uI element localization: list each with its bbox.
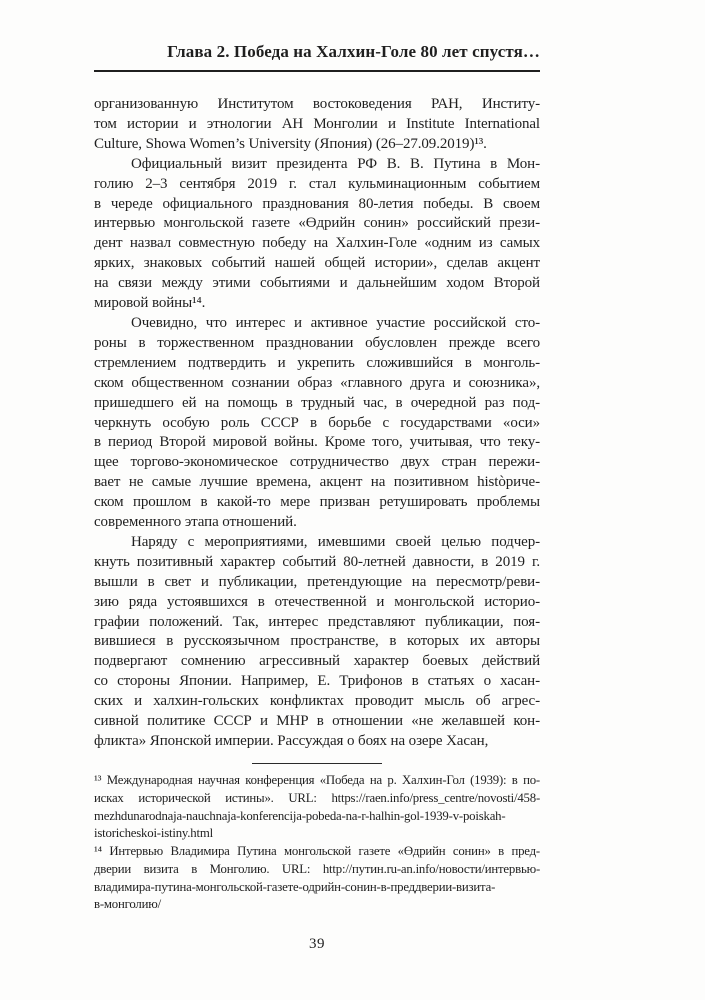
text-line: вает не самые лучшие времена, акцент на позитивном històриче- bbox=[94, 474, 540, 491]
body-text bbox=[94, 95, 540, 752]
text-line: роны в торжественном праздновании обусловлен прежде всего bbox=[94, 334, 540, 351]
paragraph-3 bbox=[94, 314, 540, 533]
text-line: в-монголию/ bbox=[94, 897, 161, 912]
text-line: подвергают сомнению агрессивный характер боевых действий bbox=[94, 653, 540, 670]
text-line: ¹⁴ Интервью Владимира Путина монгольской газете «Өдрийн сонин» в пред- bbox=[94, 844, 540, 859]
text-line: ярких, знаковых событий нашей общей истории», сделав акцент bbox=[94, 255, 540, 272]
page-content bbox=[94, 42, 540, 953]
text-line: ских и халхин-гольских конфликтах проводит мысль об агрес- bbox=[94, 693, 540, 710]
text-line: сивной политике СССР и МНР в отношении «не желавшей кон- bbox=[94, 713, 540, 730]
text-line: со стороны Японии. Например, Е. Трифонов в статьях о хасан- bbox=[94, 673, 540, 690]
text-line: Наряду с мероприятиями, имевшими своей целью подчер- bbox=[131, 533, 540, 550]
text-line: графии положений. Так, интерес представляют публикации, поя- bbox=[94, 613, 540, 630]
text-line: вышли в свет и публикации, претендующие на пересмотр/реви- bbox=[94, 573, 540, 590]
running-head: Глава 2. Победа на Халхин-Голе 80 лет спустя… bbox=[94, 42, 540, 72]
footnote-13 bbox=[94, 772, 540, 843]
text-line: черкнуть особую роль СССР в борьбе с государствами «оси» bbox=[94, 414, 540, 431]
text-line: istoricheskoi-istiny.html bbox=[94, 826, 213, 841]
text-line: mezhdunarodnaja-nauchnaja-konferencija-pobeda-na-r-halhin-gol-1939-v-poiskah- bbox=[94, 808, 506, 823]
text-line: владимира-путина-монгольской-газете-одрийн-сонин-в-преддверии-визита- bbox=[94, 879, 496, 894]
page-number: 39 bbox=[309, 936, 325, 953]
text-line: фликта» Японской империи. Рассуждая о боях на озере Хасан, bbox=[94, 733, 489, 749]
text-line: в период Второй мировой войны. Кроме того, учитывая, что теку- bbox=[94, 434, 540, 451]
paragraph-2 bbox=[94, 155, 540, 314]
paragraph-4 bbox=[94, 533, 540, 752]
text-line: том истории и этнологии АН Монголии и Institute International bbox=[94, 115, 540, 132]
text-line: Официальный визит президента РФ В. В. Путина в Мон- bbox=[131, 155, 540, 172]
text-line: зию ряда устоявшихся в отечественной и монгольской историо- bbox=[94, 593, 540, 610]
text-line: пришедшего ей на помощь в трудный час, в очередной раз под- bbox=[94, 394, 540, 411]
text-line: мировой войны¹⁴. bbox=[94, 295, 206, 312]
text-line: исках исторической истины». URL: https://raen.info/press_centre/novosti/458- bbox=[94, 790, 540, 805]
text-line: организованную Институтом востоковедения РАН, Институ- bbox=[94, 96, 540, 112]
footnote-separator-rule bbox=[252, 763, 382, 764]
text-line: ¹³ Международная научная конференция «Победа на р. Халхин-Гол (1939): в по- bbox=[94, 772, 540, 787]
text-line: Culture, Showa Women’s University (Япония) (26–27.09.2019)¹³. bbox=[94, 135, 487, 152]
text-line: щее торгово-экономическое сотрудничество двух стран пережи- bbox=[94, 454, 540, 471]
text-line: голию 2–3 сентября 2019 г. стал кульминационным событием bbox=[94, 175, 540, 192]
text-line: вившиеся в русскоязычном пространстве, в которых их авторы bbox=[94, 633, 540, 650]
text-line: стремлением подтвердить и укрепить сложившийся в монголь- bbox=[94, 354, 540, 371]
paragraph-1 bbox=[94, 95, 540, 155]
text-line: дверии визита в Монголию. URL: http://путин.ru-an.info/новости/интервью- bbox=[94, 861, 540, 876]
text-line: дент назвал совместную победу на Халхин-Голе «одним из самых bbox=[94, 235, 540, 252]
footnotes bbox=[94, 772, 540, 914]
text-line: в череде официального празднования 80-летия победы. В своем bbox=[94, 195, 540, 212]
text-line: на связи между этими событиями и дальнейшим ходом Второй bbox=[94, 275, 540, 292]
text-line: ском прошлом в какой-то мере призван ретушировать проблемы bbox=[94, 494, 540, 511]
text-line: кнуть позитивный характер событий 80-летней давности, в 2019 г. bbox=[94, 553, 540, 570]
footnote-14 bbox=[94, 843, 540, 914]
text-line: интервью монгольской газете «Өдрийн сонин» российский прези- bbox=[94, 215, 540, 232]
text-line: ском общественном сознании образ «главного друга и союзника», bbox=[94, 374, 540, 391]
text-line: современного этапа отношений. bbox=[94, 514, 297, 531]
text-line: Очевидно, что интерес и активное участие российской сто- bbox=[131, 314, 540, 331]
